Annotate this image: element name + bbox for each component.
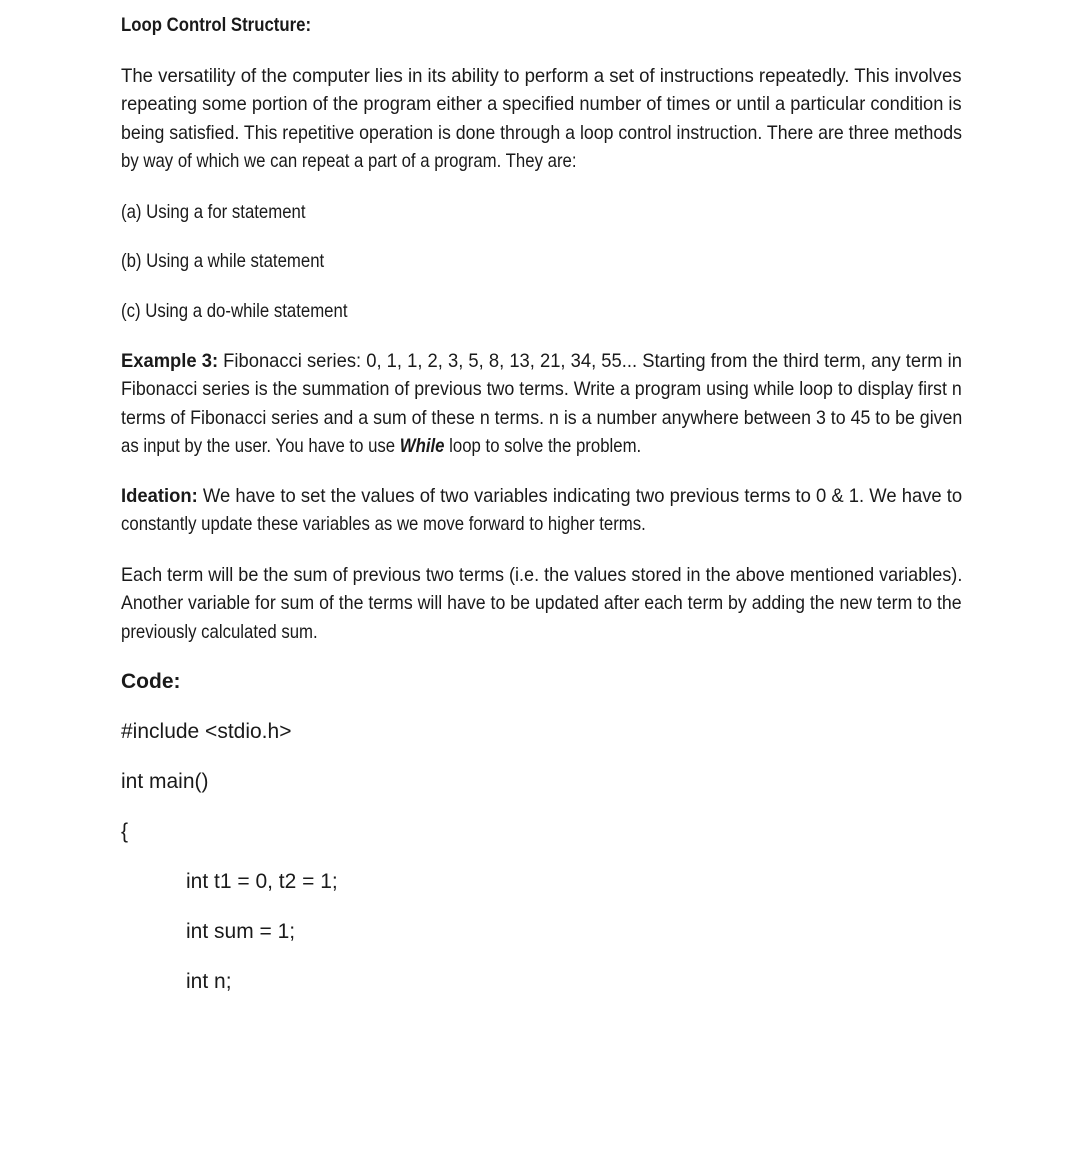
code-decl-n: int n;	[186, 970, 232, 993]
example-text: Fibonacci series: 0, 1, 1, 2, 3, 5, 8, 13, 21, 34, 55... Starting from the third term, any term in	[218, 350, 962, 372]
example-label: Example 3:	[121, 350, 219, 372]
intro-line: The versatility of the computer lies in its ability to perform a set of instructions repeatedly. This involves	[121, 65, 962, 87]
code-main-signature: int main()	[121, 770, 209, 793]
code-decl-sum: int sum = 1;	[186, 920, 296, 943]
example-line: terms of Fibonacci series and a sum of these n terms. n is a number anywhere between 3 to 45 to be given	[121, 406, 963, 429]
method-item-do-while: (c) Using a do-while statement	[121, 300, 348, 322]
example-text: loop to solve the problem.	[444, 434, 642, 457]
each-term-line: previously calculated sum.	[121, 620, 318, 643]
example-line: Fibonacci series is the summation of previous two terms. Write a program using while loop to display first n	[121, 378, 962, 401]
ideation-line: constantly update these variables as we move forward to higher terms.	[121, 513, 646, 536]
method-item-while: (b) Using a while statement	[121, 250, 325, 272]
example-text: as input by the user. You have to use	[121, 434, 400, 457]
each-term-line: Each term will be the sum of previous two terms (i.e. the values stored in the above mentioned variables).	[121, 564, 963, 586]
ideation-text: We have to set the values of two variables indicating two previous terms to 0 & 1. We have to	[197, 485, 963, 507]
example-line	[121, 347, 962, 375]
method-item-for: (a) Using a for statement	[121, 201, 306, 223]
intro-line: being satisfied. This repetitive operation is done through a loop control instruction. There are three methods	[121, 121, 963, 144]
example-paragraph	[121, 347, 962, 460]
code-heading: Code:	[121, 670, 181, 693]
while-emphasis: While	[399, 434, 445, 457]
each-term-line: Another variable for sum of the terms will have to be updated after each term by adding the new term to the	[121, 592, 962, 615]
code-decl-terms: int t1 = 0, t2 = 1;	[186, 870, 338, 893]
intro-paragraph	[121, 62, 962, 175]
ideation-line	[121, 482, 962, 510]
intro-line: repeating some portion of the program either a specified number of times or until a particular condition is	[121, 93, 962, 116]
ideation-label: Ideation:	[121, 485, 198, 507]
code-include-line: #include <stdio.h>	[121, 720, 292, 743]
code-open-brace: {	[121, 820, 129, 843]
each-term-paragraph	[121, 561, 962, 646]
ideation-paragraph	[121, 482, 962, 539]
section-heading: Loop Control Structure:	[121, 14, 312, 36]
example-line	[121, 432, 641, 460]
intro-line: by way of which we can repeat a part of a program. They are:	[121, 149, 577, 172]
